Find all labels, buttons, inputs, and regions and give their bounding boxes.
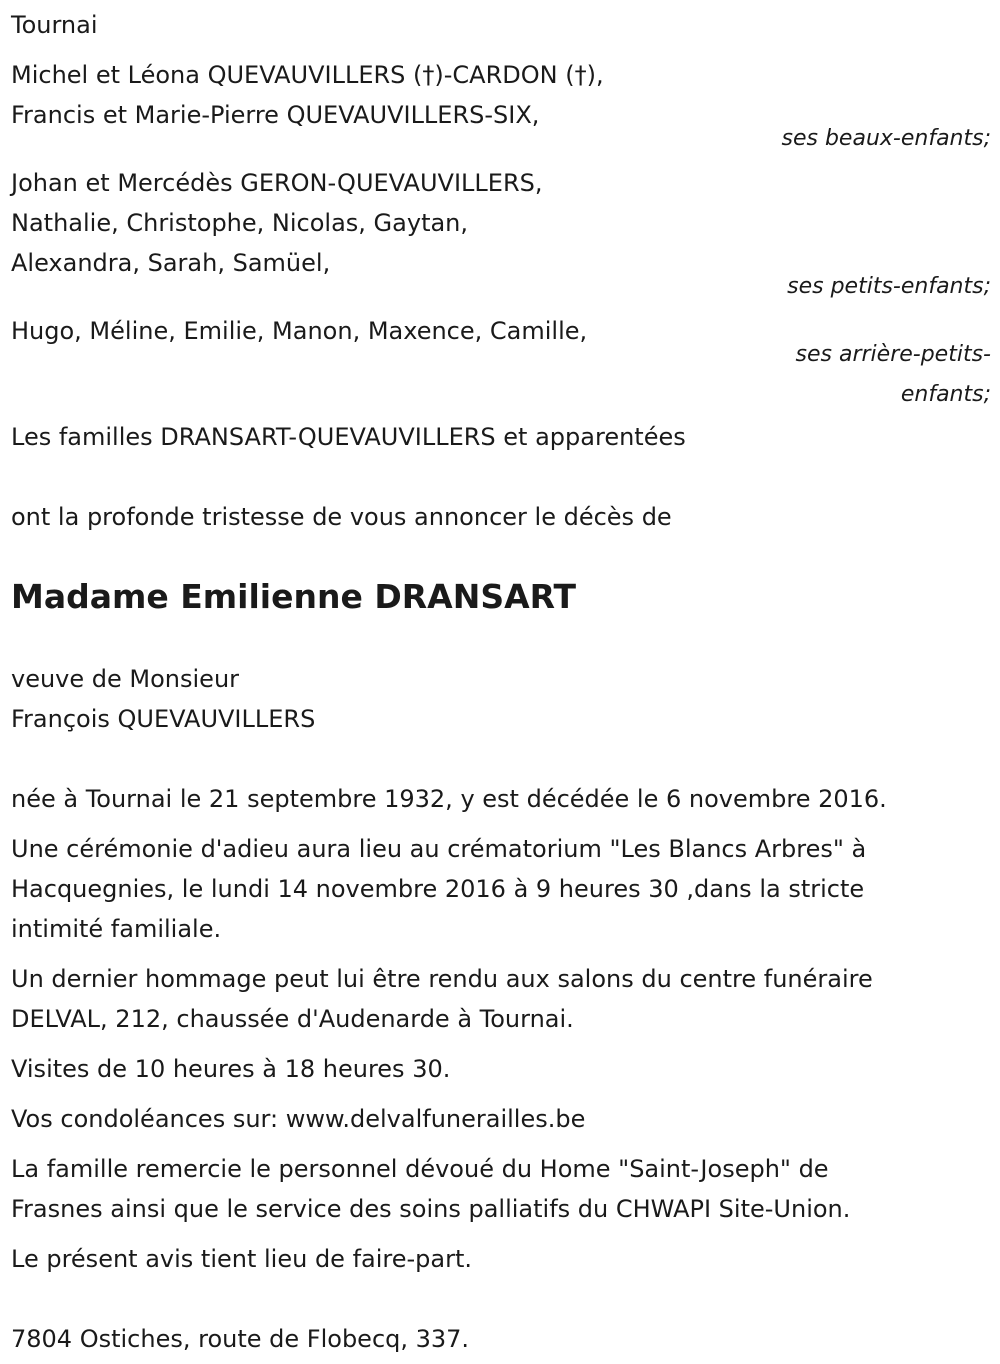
announcement: ont la profonde tristesse de vous annoncer le décès de — [11, 503, 672, 531]
ceremony-line: Une cérémonie d'adieu aura lieu au crématorium "Les Blancs Arbres" à — [11, 835, 867, 863]
thanks-paragraph — [11, 1149, 991, 1229]
deceased-name: Madame Emilienne DRANSART — [11, 577, 577, 616]
visits: Visites de 10 heures à 18 heures 30. — [11, 1055, 451, 1083]
ceremony-line: Hacquegnies, le lundi 14 novembre 2016 à 9 heures 30 ,dans la stricte — [11, 875, 865, 903]
ceremony-line: intimité familiale. — [11, 915, 222, 943]
arriere-petits-enfants-block — [11, 311, 991, 415]
homage-paragraph — [11, 959, 991, 1039]
homage-line: DELVAL, 212, chaussée d'Audenarde à Tournai. — [11, 1005, 574, 1033]
family-line: Michel et Léona QUEVAUVILLERS (†)-CARDON (†), — [11, 61, 604, 89]
family-line: Johan et Mercédès GERON-QUEVAUVILLERS, — [11, 169, 543, 197]
families-line: Les familles DRANSART-QUEVAUVILLERS et apparentées — [11, 423, 686, 451]
homage-line: Un dernier hommage peut lui être rendu aux salons du centre funéraire — [11, 965, 873, 993]
beaux-enfants-block — [11, 55, 991, 159]
birth-death: née à Tournai le 21 septembre 1932, y est décédée le 6 novembre 2016. — [11, 785, 887, 813]
thanks-line: La famille remercie le personnel dévoué du Home "Saint-Joseph" de — [11, 1155, 829, 1183]
widow-line: veuve de Monsieur — [11, 665, 240, 693]
role-label: enfants; — [900, 382, 991, 407]
notice-line: Le présent avis tient lieu de faire-part. — [11, 1245, 473, 1273]
ceremony-paragraph — [11, 829, 991, 949]
family-line: Nathalie, Christophe, Nicolas, Gaytan, — [11, 209, 469, 237]
role-label: ses beaux-enfants; — [781, 126, 991, 151]
family-line: Hugo, Méline, Emilie, Manon, Maxence, Camille, — [11, 317, 588, 345]
role-label: ses petits-enfants; — [787, 274, 991, 299]
family-line: Francis et Marie-Pierre QUEVAUVILLERS-SIX, — [11, 101, 540, 129]
city: Tournai — [11, 11, 98, 39]
address: 7804 Ostiches, route de Flobecq, 337. — [11, 1325, 470, 1353]
family-line: Alexandra, Sarah, Samüel, — [11, 249, 331, 277]
role-label: ses arrière-petits- — [795, 342, 991, 367]
condolences: Vos condoléances sur: www.delvalfunerailles.be — [11, 1105, 586, 1133]
petits-enfants-block — [11, 163, 991, 307]
thanks-line: Frasnes ainsi que le service des soins palliatifs du CHWAPI Site-Union. — [11, 1195, 851, 1223]
obituary-notice — [11, 5, 991, 1359]
widow-line: François QUEVAUVILLERS — [11, 705, 316, 733]
